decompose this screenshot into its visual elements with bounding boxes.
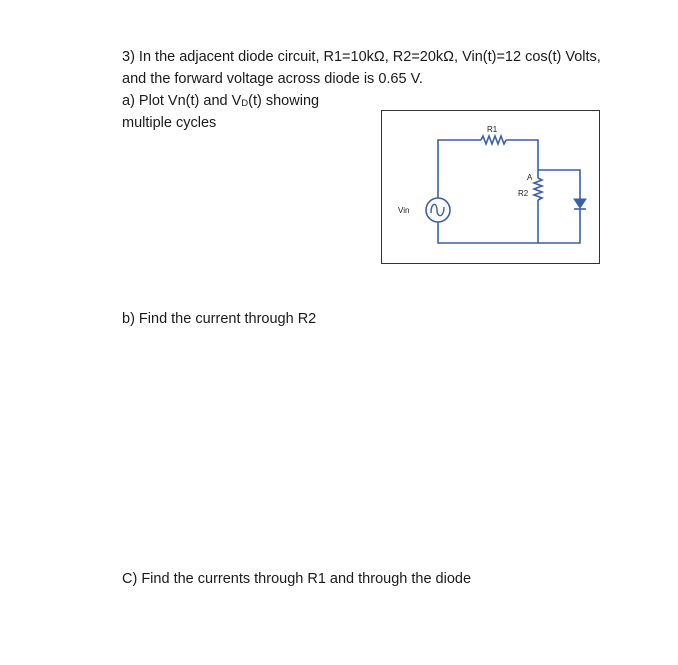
wire-node-a-to-diode [538,170,580,199]
part-c-question: C) Find the currents through R1 and through the diode [122,571,472,587]
part-b-question: b) Find the current through R2 [122,311,317,327]
part-a-text-end: (t) showing [248,93,320,109]
wire-top-left [438,140,481,198]
wire-bottom-return [438,221,538,243]
question-3-line-1: 3) In the adjacent diode circuit, R1=10kΩ, R2=20kΩ, Vin(t)=12 cos(t) Volts, [122,49,601,65]
vin-label: Vin [398,206,410,215]
vin-source-circle [426,198,450,222]
part-a-line-1 [122,92,319,112]
node-a-label: A [527,173,533,182]
r2-resistor [534,178,542,200]
wire-top-right [506,140,538,178]
part-a-subscript: D [241,98,249,109]
part-a-text-start: a) Plot Vn(t) and V [122,93,242,109]
r2-label: R2 [518,189,529,198]
question-3-line-2: and the forward voltage across diode is 0.65 V. [122,71,423,87]
r1-resistor [481,136,506,144]
circuit-diagram [381,110,600,264]
r1-label: R1 [487,125,498,134]
wire-diode-bottom [538,209,580,243]
part-a-line-2: multiple cycles [122,115,217,131]
diode-triangle [574,199,586,208]
